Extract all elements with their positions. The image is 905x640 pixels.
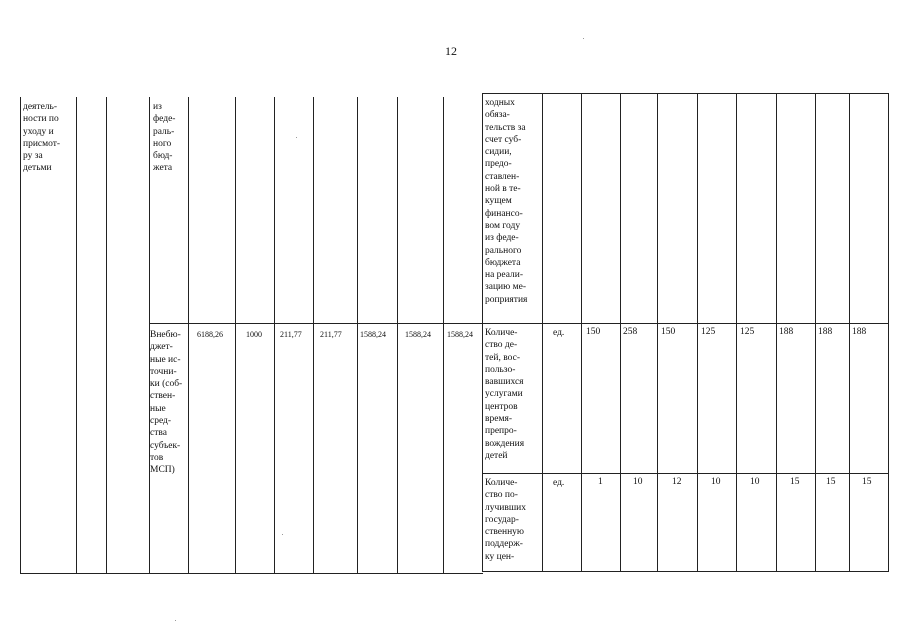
funding-source-extrabudget: Внебю- джет- ные ис- точни- ки (соб- ствен- ные сред- ства субъек- тов МСП) <box>150 330 183 476</box>
scan-speck <box>583 38 584 39</box>
value-cell: 10 <box>750 477 760 487</box>
value-cell: 10 <box>711 477 721 487</box>
value-cell: 188 <box>818 327 833 337</box>
value-cell: 15 <box>826 477 836 487</box>
value-cell: 188 <box>852 327 867 337</box>
value-cell: 150 <box>586 327 601 337</box>
funding-source-federal: из феде- раль- ного бюд- жета <box>153 102 176 174</box>
value-cell: 12 <box>672 477 682 487</box>
value-cell: 125 <box>701 327 716 337</box>
amount-cell: 211,77 <box>320 330 342 339</box>
value-cell: 1 <box>598 477 603 487</box>
amount-cell: 1588,24 <box>447 330 473 339</box>
scan-speck <box>282 534 283 535</box>
scan-speck <box>175 620 176 621</box>
amount-cell: 1588,24 <box>405 330 431 339</box>
row-header-cell: деятель- ности по уходу и присмот- ру за детьми <box>23 102 61 174</box>
page-number: 12 <box>445 44 457 58</box>
amount-cell: 6188,26 <box>197 330 223 339</box>
value-cell: 15 <box>862 477 872 487</box>
indicator-name: Количе- ство по- лучивших государ- ственную поддерж- ку цен- <box>485 478 526 562</box>
amount-cell: 1000 <box>246 330 262 339</box>
value-cell: 10 <box>633 477 643 487</box>
unit-cell: ед. <box>553 478 565 488</box>
indicator-name: Количе- ство де- тей, вос- пользо- вавшихся услугами центров время- препро- вождения детей <box>485 328 525 461</box>
unit-cell: ед. <box>553 328 565 338</box>
value-cell: 15 <box>790 477 800 487</box>
value-cell: 125 <box>740 327 755 337</box>
amount-cell: 211,77 <box>280 330 302 339</box>
value-cell: 150 <box>661 327 676 337</box>
value-cell: 188 <box>779 327 794 337</box>
scan-speck <box>296 137 297 138</box>
indicator-continuation: ходных обяза- тельств за счет суб- сидии, предо- ставлен- ной в те- кущем финансо- вом году из феде- рального бюджета на реали- зацию ме- роприятия <box>485 98 528 305</box>
value-cell: 258 <box>623 327 638 337</box>
amount-cell: 1588,24 <box>360 330 386 339</box>
